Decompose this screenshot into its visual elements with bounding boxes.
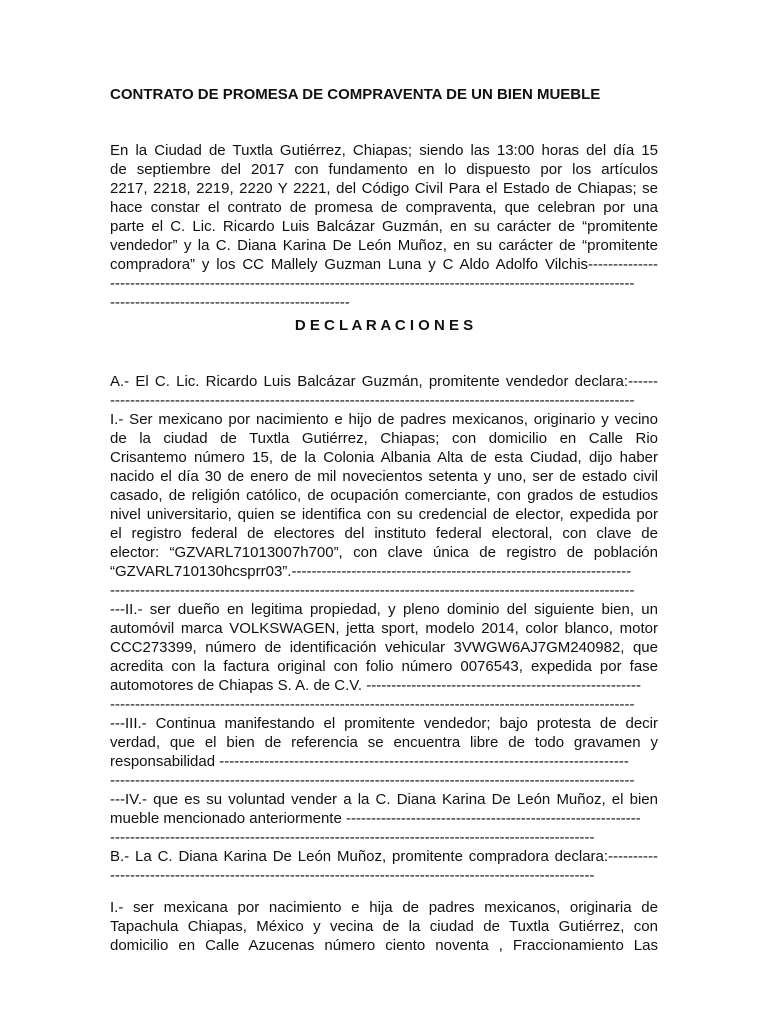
paragraph-line: Tapachula Chiapas, México y vecina de la ciudad de Tuxtla Gutiérrez, con xyxy=(110,918,658,935)
paragraph-line: A.- El C. Lic. Ricardo Luis Balcázar Guzmán, promitente vendedor declara:------ xyxy=(110,373,658,390)
paragraph-line: “GZVARL710130hcsprr03”.-------------------------------------------------------------------- xyxy=(110,563,632,580)
paragraph-line: el registro federal de electores del instituto federal electoral, con clave de xyxy=(110,525,658,542)
dash-line: ------------------------------------------------ xyxy=(110,294,350,311)
paragraph-line: I.- ser mexicana por nacimiento e hija de padres mexicanos, originaria de xyxy=(110,899,658,916)
paragraph-line: B.- La C. Diana Karina De León Muñoz, promitente compradora declara:---------- xyxy=(110,848,658,865)
paragraph-line: casado, de religión católico, de ocupación comerciante, con grados de estudios xyxy=(110,487,658,504)
page-title: CONTRATO DE PROMESA DE COMPRAVENTA DE UN BIEN MUEBLE xyxy=(110,86,601,103)
paragraph-line: 2217, 2218, 2219, 2220 Y 2221, del Código Civil Para el Estado de Chiapas; se xyxy=(110,180,658,197)
paragraph-line: automóvil marca VOLKSWAGEN, jetta sport, modelo 2014, color blanco, motor xyxy=(110,620,658,637)
paragraph-line: ---II.- ser dueño en legitima propiedad, y pleno dominio del siguiente bien, un xyxy=(110,601,658,618)
section-heading: D E C L A R A C I O N E S xyxy=(294,317,474,334)
paragraph-line: nacido el día 30 de enero de mil novecientos setenta y uno, ser de estado civil xyxy=(110,468,658,485)
paragraph-line: nivel universitario, quien se identifica con su credencial de elector, expedida por xyxy=(110,506,658,523)
paragraph-line: compradora” y los CC Mallely Guzman Luna y C Aldo Adolfo Vilchis-------------- xyxy=(110,256,658,273)
paragraph-line: acredita con la factura original con folio número 0076543, expedida por fase xyxy=(110,658,658,675)
paragraph-line: elector: “GZVARL71013007h700”, con clave única de registro de población xyxy=(110,544,658,561)
paragraph-line: I.- Ser mexicano por nacimiento e hijo de padres mexicanos, originario y vecino xyxy=(110,411,658,428)
paragraph-line: mueble mencionado anteriormente ----------------------------------------------------------- xyxy=(110,810,641,827)
paragraph-line: vendedor” y la C. Diana Karina De León Muñoz, en su carácter de “promitente xyxy=(110,237,658,254)
paragraph-line: responsabilidad ---------------------------------------------------------------------------------- xyxy=(110,753,629,770)
dash-line: ------------------------------------------------------------------------------------------------- xyxy=(110,829,595,846)
paragraph-line: automotores de Chiapas S. A. de C.V. ------------------------------------------------------- xyxy=(110,677,641,694)
dash-line: --------------------------------------------------------------------------------------------------------- xyxy=(110,582,635,599)
paragraph-line: hace constar el contrato de promesa de compraventa, que celebran por una xyxy=(110,199,658,216)
paragraph-line: ---IV.- que es su voluntad vender a la C. Diana Karina De León Muñoz, el bien xyxy=(110,791,658,808)
paragraph-line: de septiembre del 2017 con fundamento en lo dispuesto por los artículos xyxy=(110,161,658,178)
paragraph-line: parte el C. Lic. Ricardo Luis Balcázar Guzmán, en su carácter de “promitente xyxy=(110,218,658,235)
paragraph-line: de la ciudad de Tuxtla Gutiérrez, Chiapas; con domicilio en Calle Rio xyxy=(110,430,658,447)
paragraph-line: En la Ciudad de Tuxtla Gutiérrez, Chiapas; siendo las 13:00 horas del día 15 xyxy=(110,142,658,159)
dash-line: --------------------------------------------------------------------------------------------------------- xyxy=(110,696,635,713)
dash-line: --------------------------------------------------------------------------------------------------------- xyxy=(110,392,635,409)
paragraph-line: CCC273399, número de identificación vehicular 3VWGW6AJ7GM240982, que xyxy=(110,639,658,656)
paragraph-line: verdad, que el bien de referencia se encuentra libre de todo gravamen y xyxy=(110,734,658,751)
paragraph-line: ---III.- Continua manifestando el promitente vendedor; bajo protesta de decir xyxy=(110,715,658,732)
dash-line: --------------------------------------------------------------------------------------------------------- xyxy=(110,772,635,789)
dash-line: ------------------------------------------------------------------------------------------------- xyxy=(110,867,595,884)
paragraph-line: Crisantemo número 15, de la Colonia Albania Alta de esta Ciudad, dijo haber xyxy=(110,449,658,466)
paragraph-line: domicilio en Calle Azucenas número ciento noventa , Fraccionamiento Las xyxy=(110,937,658,954)
dash-line: --------------------------------------------------------------------------------------------------------- xyxy=(110,275,635,292)
